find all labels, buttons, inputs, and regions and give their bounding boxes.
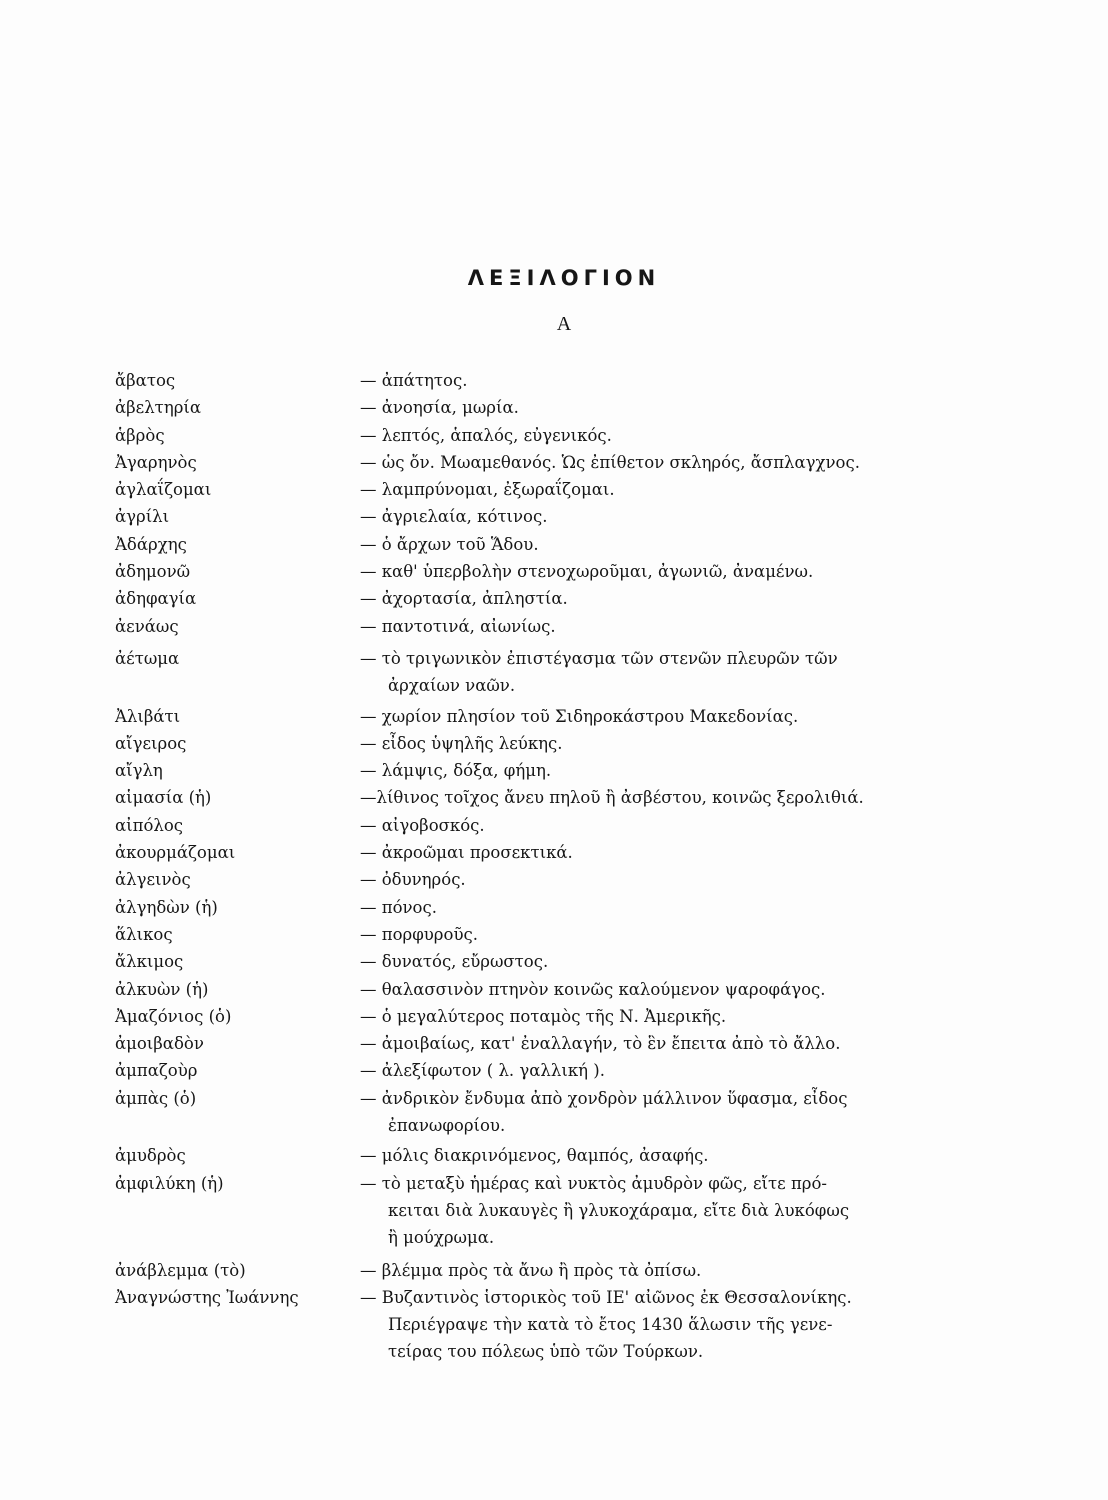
entry-definition <box>360 1085 945 1140</box>
definition-line: — χωρίον πλησίον τοῦ Σιδηροκάστρου Μακεδονίας. <box>360 706 799 726</box>
entry-term: ἀμοιβαδὸν <box>115 1034 204 1054</box>
glossary-entry <box>115 394 945 421</box>
entry-term: ἀδημονῶ <box>115 562 191 582</box>
entry-definition <box>360 422 945 449</box>
definition-line: — πόνος. <box>360 897 437 917</box>
definition-line: — ἀγριελαία, κότινος. <box>360 507 548 527</box>
glossary-entry <box>115 1003 945 1030</box>
definition-line: — ἀπάτητος. <box>360 371 468 390</box>
entry-definition <box>360 645 945 700</box>
entry-definition <box>360 757 945 784</box>
definition-line: — ἀμοιβαίως, κατ' ἐναλλαγήν, τὸ ἓν ἔπειτα ἀπὸ τὸ ἄλλο. <box>360 1034 841 1054</box>
definition-line: — τὸ τριγωνικὸν ἐπιστέγασμα τῶν στενῶν πλευρῶν τῶν <box>360 648 838 668</box>
glossary-entry <box>115 812 945 839</box>
entry-term: ἅλικος <box>115 924 173 944</box>
entry-term: ἀμπαζοὺρ <box>115 1061 198 1081</box>
entry-term: ἀέτωμα <box>115 648 180 668</box>
entry-term: ἄλκιμος <box>115 952 184 972</box>
definition-line: — ἀνοησία, μωρία. <box>360 398 519 418</box>
entry-term: αἱμασία (ἡ) <box>115 788 212 808</box>
entry-term: ἀνάβλεμμα (τὸ) <box>115 1260 246 1280</box>
definition-line: — λάμψις, δόξα, φήμη. <box>360 761 552 781</box>
glossary-list <box>115 367 945 1366</box>
entry-term: ἀδηφαγία <box>115 589 197 609</box>
definition-line: — βλέμμα πρὸς τὰ ἄνω ἢ πρὸς τὰ ὀπίσω. <box>360 1260 702 1280</box>
definition-line: — θαλασσινὸν πτηνὸν κοινῶς καλούμενον ψαροφάγος. <box>360 979 826 999</box>
definition-line: κειται διὰ λυκαυγὲς ἢ γλυκοχάραμα, εἴτε διὰ λυκόφως <box>388 1200 850 1220</box>
definition-line: ἐπανωφορίου. <box>388 1116 506 1136</box>
entry-term: αἴγειρος <box>115 733 187 753</box>
entry-definition <box>360 1170 945 1252</box>
definition-line: τείρας του πόλεως ὑπὸ τῶν Τούρκων. <box>388 1342 704 1362</box>
definition-line: — ὡς ὄν. Μωαμεθανός. Ὡς ἐπίθετον σκληρός, ἄσπλαγχνος. <box>360 452 860 472</box>
definition-line: — πορφυροῦς. <box>360 924 478 944</box>
section-letter: Α <box>556 313 572 335</box>
glossary-entry <box>115 585 945 612</box>
entry-term: ἀμυδρὸς <box>115 1146 186 1166</box>
entry-term: ἀενάως <box>115 616 179 636</box>
entry-term: Ἀγαρηνὸς <box>115 452 197 472</box>
definition-line: — ἀνδρικὸν ἔνδυμα ἀπὸ χονδρὸν μάλλινον ὕφασμα, εἶδος <box>360 1088 848 1108</box>
definition-line: ἀρχαίων ναῶν. <box>388 676 516 696</box>
glossary-entry <box>115 894 945 921</box>
entry-definition <box>360 812 945 839</box>
entry-definition <box>360 866 945 893</box>
definition-line: — τὸ μεταξὺ ἡμέρας καὶ νυκτὸς ἀμυδρὸν φῶς, εἴτε πρό- <box>360 1173 828 1193</box>
definition-line: — ὀδυνηρός. <box>360 870 466 890</box>
entry-term: Ἀναγνώστης Ἰωάννης <box>115 1287 299 1307</box>
entry-definition <box>360 1257 945 1284</box>
entry-definition <box>360 1142 945 1169</box>
entry-term: ἁβρὸς <box>115 425 165 445</box>
entry-term: Ἀμαζόνιος (ὁ) <box>115 1006 232 1026</box>
entry-definition <box>360 367 945 394</box>
glossary-entry <box>115 1085 945 1140</box>
entry-term: ἀμφιλύκη (ἡ) <box>115 1173 224 1193</box>
entry-definition <box>360 531 945 558</box>
entry-term: ἀλγηδὼν (ἡ) <box>115 897 218 917</box>
definition-line: — ἀλεξίφωτον ( λ. γαλλική ). <box>360 1061 605 1081</box>
glossary-entry <box>115 1284 945 1366</box>
glossary-entry <box>115 367 945 394</box>
entry-definition <box>360 921 945 948</box>
definition-line: — εἶδος ὑψηλῆς λεύκης. <box>360 733 563 753</box>
definition-line: — καθ' ὑπερβολὴν στενοχωροῦμαι, ἀγωνιῶ, ἀναμένω. <box>360 562 814 582</box>
definition-line: ἢ μούχρωμα. <box>388 1228 495 1248</box>
entry-definition <box>360 976 945 1003</box>
page-title: ΛΕΞΙΛΟΓΙΟΝ <box>467 266 661 290</box>
glossary-entry <box>115 784 945 811</box>
entry-term: αἰπόλος <box>115 815 184 835</box>
definition-line: — παντοτινά, αἰωνίως. <box>360 616 556 636</box>
entry-definition <box>360 1057 945 1084</box>
definition-line: — ὁ μεγαλύτερος ποταμὸς τῆς Ν. Ἀμερικῆς. <box>360 1006 727 1026</box>
entry-term: ἄβατος <box>115 371 176 390</box>
definition-line: — ἀχορτασία, ἀπληστία. <box>360 589 568 609</box>
entry-term: Ἀδάρχης <box>115 534 187 554</box>
entry-term: ἀγλαΐζομαι <box>115 480 212 500</box>
entry-definition <box>360 558 945 585</box>
glossary-entry <box>115 1057 945 1084</box>
glossary-entry <box>115 1030 945 1057</box>
entry-definition <box>360 839 945 866</box>
glossary-entry <box>115 449 945 476</box>
entry-definition <box>360 1030 945 1057</box>
glossary-entry <box>115 839 945 866</box>
glossary-entry <box>115 757 945 784</box>
glossary-entry <box>115 1170 945 1252</box>
definition-line: — ἀκροῶμαι προσεκτικά. <box>360 843 573 863</box>
entry-definition <box>360 948 945 975</box>
glossary-entry <box>115 531 945 558</box>
glossary-entry <box>115 558 945 585</box>
entry-definition <box>360 1003 945 1030</box>
definition-line: — αἰγοβοσκός. <box>360 815 485 835</box>
definition-line: — δυνατός, εὔρωστος. <box>360 952 549 972</box>
entry-term: ἀμπὰς (ὁ) <box>115 1088 197 1108</box>
entry-definition <box>360 476 945 503</box>
glossary-entry <box>115 613 945 640</box>
entry-term: Ἀλιβάτι <box>115 706 181 726</box>
definition-line: — λαμπρύνομαι, ἐξωραΐζομαι. <box>360 480 615 500</box>
entry-term: ἀκουρμάζομαι <box>115 843 236 863</box>
glossary-entry <box>115 866 945 893</box>
glossary-entry <box>115 730 945 757</box>
entry-term: ἀλγεινὸς <box>115 870 191 890</box>
entry-term: ἀβελτηρία <box>115 398 202 418</box>
definition-line: — Βυζαντινὸς ἱστορικὸς τοῦ ΙΕ' αἰῶνος ἐκ Θεσσαλονίκης. <box>360 1287 852 1307</box>
definition-line: — λεπτός, ἁπαλός, εὐγενικός. <box>360 425 612 445</box>
glossary-entry <box>115 503 945 530</box>
entry-definition <box>360 585 945 612</box>
entry-definition <box>360 503 945 530</box>
glossary-entry <box>115 422 945 449</box>
entry-term: αἴγλη <box>115 761 163 781</box>
entry-term: ἀλκυὼν (ἡ) <box>115 979 209 999</box>
glossary-entry <box>115 921 945 948</box>
entry-definition <box>360 730 945 757</box>
entry-definition <box>360 1284 945 1366</box>
glossary-entry <box>115 476 945 503</box>
glossary-entry <box>115 948 945 975</box>
entry-definition <box>360 703 945 730</box>
entry-definition <box>360 894 945 921</box>
entry-term: ἀγρίλι <box>115 507 170 527</box>
definition-line: — μόλις διακρινόμενος, θαμπός, ἀσαφής. <box>360 1146 709 1166</box>
glossary-entry <box>115 645 945 700</box>
glossary-entry <box>115 976 945 1003</box>
entry-definition <box>360 613 945 640</box>
definition-line: Περιέγραψε τὴν κατὰ τὸ ἔτος 1430 ἅλωσιν τῆς γενε- <box>388 1315 833 1335</box>
definition-line: —λίθινος τοῖχος ἄνευ πηλοῦ ἢ ἀσβέστου, κοινῶς ξερολιθιά. <box>360 788 864 808</box>
definition-line: — ὁ ἄρχων τοῦ Ἅδου. <box>360 534 539 554</box>
glossary-entry <box>115 1142 945 1169</box>
glossary-entry <box>115 703 945 730</box>
glossary-entry <box>115 1257 945 1284</box>
entry-definition <box>360 784 945 811</box>
entry-definition <box>360 394 945 421</box>
entry-definition <box>360 449 945 476</box>
